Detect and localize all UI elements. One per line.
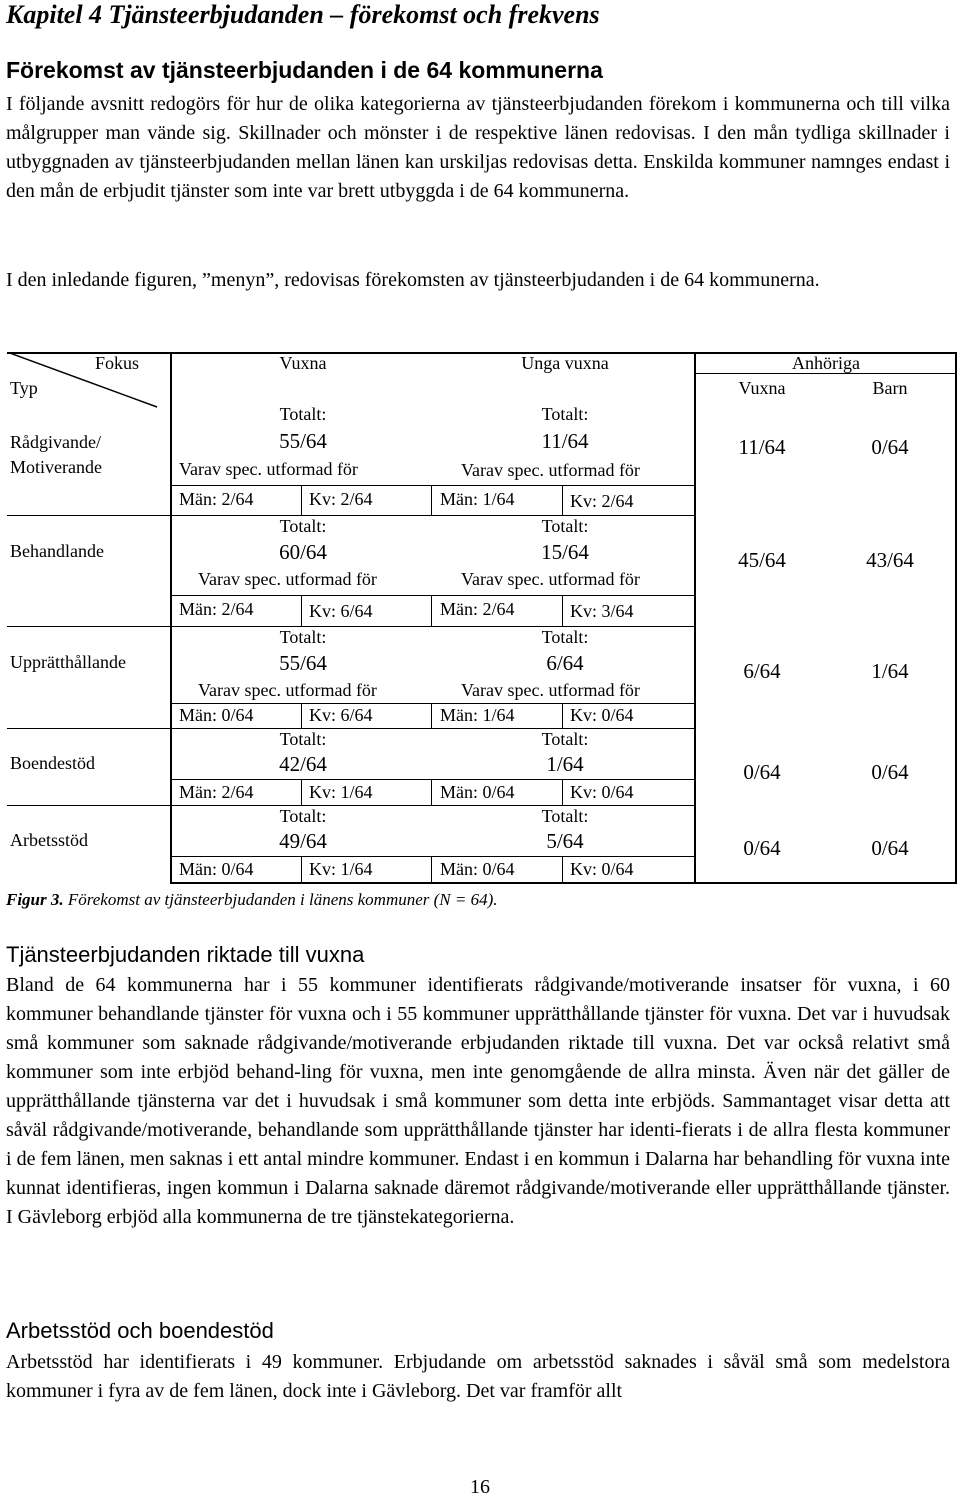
vuxna-unga-divider	[431, 779, 432, 805]
vuxna-unga-divider	[431, 703, 432, 728]
unga-kv-value: Kv: 2/64	[570, 491, 634, 511]
vuxna-sex-divider	[301, 485, 302, 515]
row-type-label-2: Motiverande	[10, 457, 102, 477]
unga-total-value: 5/64	[546, 829, 584, 853]
vuxna-total-value: 55/64	[279, 429, 327, 453]
anhoriga-barn-value: 0/64	[871, 760, 909, 784]
vuxna-unga-divider	[431, 595, 432, 626]
unga-man-value: Män: 0/64	[440, 782, 515, 802]
unga-man-value: Män: 1/64	[440, 705, 515, 725]
vuxna-man-value: Män: 2/64	[179, 782, 254, 802]
unga-totalt-label: Totalt:	[541, 806, 589, 826]
vuxna-totalt-label: Totalt:	[279, 404, 327, 424]
page-number: 16	[470, 1476, 490, 1498]
anhoriga-vuxna-value: 6/64	[743, 659, 781, 683]
menu-paragraph: I den inledande figuren, ”menyn”, redovisas förekomsten av tjänsteerbjudanden i de 64 kommunerna.	[6, 269, 820, 291]
vuxna-total-value: 60/64	[279, 540, 327, 564]
row-type-label: Arbetsstöd	[10, 830, 88, 850]
row-divider	[7, 805, 695, 806]
corner-fokus: Fokus	[95, 353, 140, 373]
chapter-title: Kapitel 4 Tjänsteerbjudanden – förekomst och frekvens	[6, 0, 600, 29]
section3-paragraph: Arbetsstöd har identifierats i 49 kommuner. Erbjudande om arbetsstöd saknades i såväl små som medelstora kommuner i fyra av de fem länen, dock inte i Gävleborg. Det var framför allt	[6, 1351, 950, 1402]
vuxna-kv-value: Kv: 6/64	[309, 705, 373, 725]
unga-total-value: 11/64	[541, 429, 589, 453]
anhoriga-barn-value: 1/64	[871, 659, 909, 683]
vuxna-kv-value: Kv: 2/64	[309, 489, 373, 509]
section2-title: Tjänsteerbjudanden riktade till vuxna	[6, 942, 365, 967]
caption-text: Förekomst av tjänsteerbjudanden i länens kommuner (N = 64).	[63, 890, 498, 909]
unga-man-value: Män: 0/64	[440, 859, 515, 879]
unga-kv-value: Kv: 0/64	[570, 782, 634, 802]
vuxna-totalt-label: Totalt:	[279, 729, 327, 749]
vuxna-sex-divider	[301, 856, 302, 883]
anhoriga-barn-value: 43/64	[866, 548, 914, 572]
unga-varav-label: Varav spec. utformad för	[461, 680, 640, 700]
anhoriga-vuxna-value: 0/64	[743, 836, 781, 860]
vuxna-unga-divider	[431, 485, 432, 515]
subheader-vuxna: Vuxna	[738, 378, 786, 398]
caption-label: Figur 3.	[6, 890, 64, 909]
row-type-label: Boendestöd	[10, 753, 95, 773]
anhoriga-vuxna-value: 11/64	[738, 435, 786, 459]
figure-caption	[6, 890, 498, 910]
unga-totalt-label: Totalt:	[541, 729, 589, 749]
vuxna-total-value: 55/64	[279, 651, 327, 675]
table-bottom-border	[170, 882, 957, 884]
section2-paragraph: Bland de 64 kommunerna har i 55 kommuner identifierats rådgivande/motiverande insatser för vuxna, i 60 kommuner behandlande tjänster för vuxna och i 55 kommuner upprätthållande tjänster för vuxna. Det var i huvudsak små kommuner som saknade rådgivande/motiverande erbjudanden riktade till vuxna. Det var också relativt små kommuner som inte erbjöd behand-ling för vuxna, men inte genomgående de allra minsta. Även när det gäller de upprätthållande tjänsterna var det i huvudsak i små kommuner som detta inte erbjöds. Sammantaget visar detta att såväl rådgivande/motiverande, behandlande som upprätthållande tjänster har identi-fierats i de allra flesta kommuner i de fem länen, men saknas i ett antal mindre kommuner. Endast i en kommun i Dalarna har behandling för vuxna inte kunnat identifieras, ingen kommun i Dalarna saknade däremot rådgivande/motiverande eller upprätthållande tjänster. I Gävleborg erbjöd alla kommunerna de tre tjänstekategorierna.	[6, 974, 950, 1228]
row-type-label: Behandlande	[10, 541, 104, 561]
unga-varav-label: Varav spec. utformad för	[461, 569, 640, 589]
vuxna-totalt-label: Totalt:	[279, 806, 327, 826]
unga-man-value: Män: 1/64	[440, 489, 515, 509]
unga-total-value: 6/64	[546, 651, 584, 675]
vuxna-total-value: 49/64	[279, 829, 327, 853]
row-divider	[7, 626, 695, 627]
anhoriga-barn-value: 0/64	[871, 435, 909, 459]
vuxna-man-value: Män: 0/64	[179, 705, 254, 725]
vuxna-unga-divider	[431, 856, 432, 883]
unga-sex-divider	[562, 703, 563, 728]
unga-varav-label: Varav spec. utformad för	[461, 460, 640, 480]
sex-divider	[170, 856, 695, 857]
anhoriga-barn-value: 0/64	[871, 836, 909, 860]
vuxna-total-value: 42/64	[279, 752, 327, 776]
unga-total-value: 1/64	[546, 752, 584, 776]
vuxna-varav-label: Varav spec. utformad för	[198, 569, 377, 589]
unga-sex-divider	[562, 779, 563, 805]
corner-typ: Typ	[10, 378, 38, 398]
header-anhoriga: Anhöriga	[792, 353, 860, 373]
unga-total-value: 15/64	[541, 540, 589, 564]
table-right-border	[955, 352, 957, 884]
figure-table	[7, 345, 957, 885]
unga-sex-divider	[562, 856, 563, 883]
vuxna-man-value: Män: 0/64	[179, 859, 254, 879]
unga-kv-value: Kv: 0/64	[570, 859, 634, 879]
vuxna-totalt-label: Totalt:	[279, 627, 327, 647]
varav-divider	[170, 595, 695, 596]
varav-divider	[170, 703, 695, 704]
vuxna-kv-value: Kv: 1/64	[309, 782, 373, 802]
vuxna-sex-divider	[301, 595, 302, 626]
vuxna-sex-divider	[301, 703, 302, 728]
unga-man-value: Män: 2/64	[440, 599, 515, 619]
header-vuxna: Vuxna	[279, 353, 327, 373]
subheader-barn: Barn	[872, 378, 908, 398]
unga-totalt-label: Totalt:	[541, 404, 589, 424]
anhoriga-vuxna-value: 45/64	[738, 548, 786, 572]
unga-sex-divider	[562, 595, 563, 626]
unga-sex-divider	[562, 485, 563, 515]
unga-totalt-label: Totalt:	[541, 516, 589, 536]
vuxna-man-value: Män: 2/64	[179, 489, 254, 509]
section3-title: Arbetsstöd och boendestöd	[6, 1318, 274, 1343]
varav-divider	[170, 485, 695, 486]
row-type-label: Rådgivande/	[10, 432, 101, 452]
vuxna-sex-divider	[301, 779, 302, 805]
vuxna-man-value: Män: 2/64	[179, 599, 254, 619]
sex-divider	[170, 779, 695, 780]
row-divider	[7, 515, 695, 516]
vuxna-varav-label: Varav spec. utformad för	[198, 680, 377, 700]
section-title: Förekomst av tjänsteerbjudanden i de 64 kommunerna	[6, 57, 603, 83]
header-unga-vuxna: Unga vuxna	[521, 353, 609, 373]
unga-kv-value: Kv: 3/64	[570, 601, 634, 621]
vuxna-totalt-label: Totalt:	[279, 516, 327, 536]
vuxna-varav-label: Varav spec. utformad för	[179, 459, 358, 479]
vuxna-kv-value: Kv: 6/64	[309, 601, 373, 621]
unga-kv-value: Kv: 0/64	[570, 705, 634, 725]
unga-totalt-label: Totalt:	[541, 627, 589, 647]
row-divider	[7, 728, 695, 729]
anhoriga-vuxna-value: 0/64	[743, 760, 781, 784]
intro-paragraph: I följande avsnitt redogörs för hur de olika kategorierna av tjänsteerbjudanden förekom i kommunerna och till vilka målgrupper man vände sig. Skillnader och mönster i de respektive länen redovisas. I den mån tydliga skillnader i utbyggnaden av tjänsteerbjudanden mellan länen kan urskiljas redovisas detta. Enskilda kommuner namnges endast i den mån de erbjudit tjänster som inte var brett utbyggda i de 64 kommunerna.	[6, 93, 950, 202]
row-type-label: Upprätthållande	[10, 652, 126, 672]
vuxna-kv-value: Kv: 1/64	[309, 859, 373, 879]
